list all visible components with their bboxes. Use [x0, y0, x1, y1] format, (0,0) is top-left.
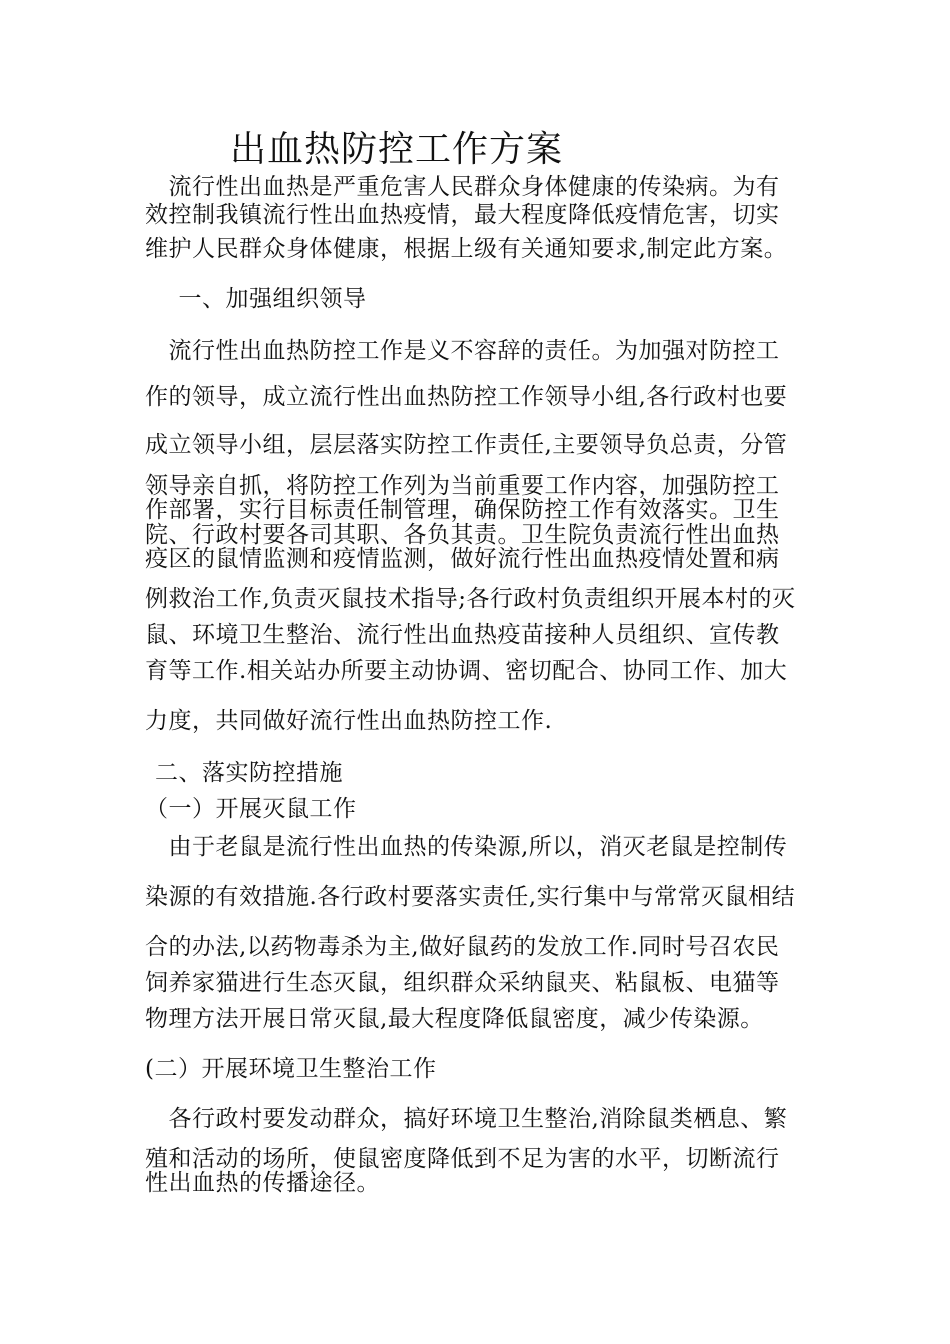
- paragraph-line: 性出血热的传播途径。: [145, 1170, 380, 1196]
- paragraph-line: 染源的有效措施.各行政村要落实责任,实行集中与常常灭鼠相结: [145, 884, 796, 910]
- paragraph-line: 饲养家猫进行生态灭鼠，组织群众采纳鼠夹、粘鼠板、电猫等: [145, 970, 780, 996]
- paragraph-line: 疫区的鼠情监测和疫情监测，做好流行性出血热疫情处置和病: [145, 546, 780, 572]
- paragraph-line: 殖和活动的场所，使鼠密度降低到不足为害的水平，切断流行: [145, 1146, 780, 1172]
- document-title: 出血热防控工作方案: [230, 129, 564, 170]
- section-heading-2: 二、落实防控措施: [155, 760, 343, 786]
- paragraph-line: 作的领导，成立流行性出血热防控工作领导小组,各行政村也要: [145, 384, 788, 410]
- paragraph-line: 院、行政村要各司其职、各负其责。卫生院负责流行性出血热: [145, 522, 780, 548]
- subsection-heading-2: (二）开展环境卫生整治工作: [145, 1056, 437, 1082]
- intro-line-1: 流行性出血热是严重危害人民群众身体健康的传染病。为有: [145, 174, 780, 200]
- subsection-heading-1: （一）开展灭鼠工作: [145, 796, 357, 822]
- paragraph-line: 鼠、环境卫生整治、流行性出血热疫苗接种人员组织、宣传教: [145, 622, 780, 648]
- paragraph-line: 流行性出血热防控工作是义不容辞的责任。为加强对防控工: [145, 338, 780, 364]
- paragraph-line: 作部署，实行目标责任制管理，确保防控工作有效落实。卫生: [145, 497, 780, 523]
- paragraph-line: 由于老鼠是流行性出血热的传染源,所以，消灭老鼠是控制传: [145, 834, 788, 860]
- section-heading-1: 一、加强组织领导: [155, 286, 367, 312]
- paragraph-line: 成立领导小组，层层落实防控工作责任,主要领导负总责，分管: [145, 432, 788, 458]
- paragraph-line: 各行政村要发动群众，搞好环境卫生整治,消除鼠类栖息、繁: [145, 1106, 788, 1132]
- paragraph-line: 力度，共同做好流行性出血热防控工作.: [145, 708, 553, 734]
- paragraph-line: 育等工作.相关站办所要主动协调、密切配合、协同工作、加大: [145, 658, 788, 684]
- intro-line-3: 维护人民群众身体健康，根据上级有关通知要求,制定此方案。: [145, 236, 788, 262]
- paragraph-line: 物理方法开展日常灭鼠,最大程度降低鼠密度，减少传染源。: [145, 1006, 764, 1032]
- paragraph-line: 例救治工作,负责灭鼠技术指导;各行政村负责组织开展本村的灭: [145, 586, 796, 612]
- paragraph-line: 合的办法,以药物毒杀为主,做好鼠药的发放工作.同时号召农民: [145, 934, 780, 960]
- paragraph-line: 领导亲自抓，将防控工作列为当前重要工作内容，加强防控工: [145, 473, 780, 499]
- intro-line-2: 效控制我镇流行性出血热疫情，最大程度降低疫情危害，切实: [145, 202, 780, 228]
